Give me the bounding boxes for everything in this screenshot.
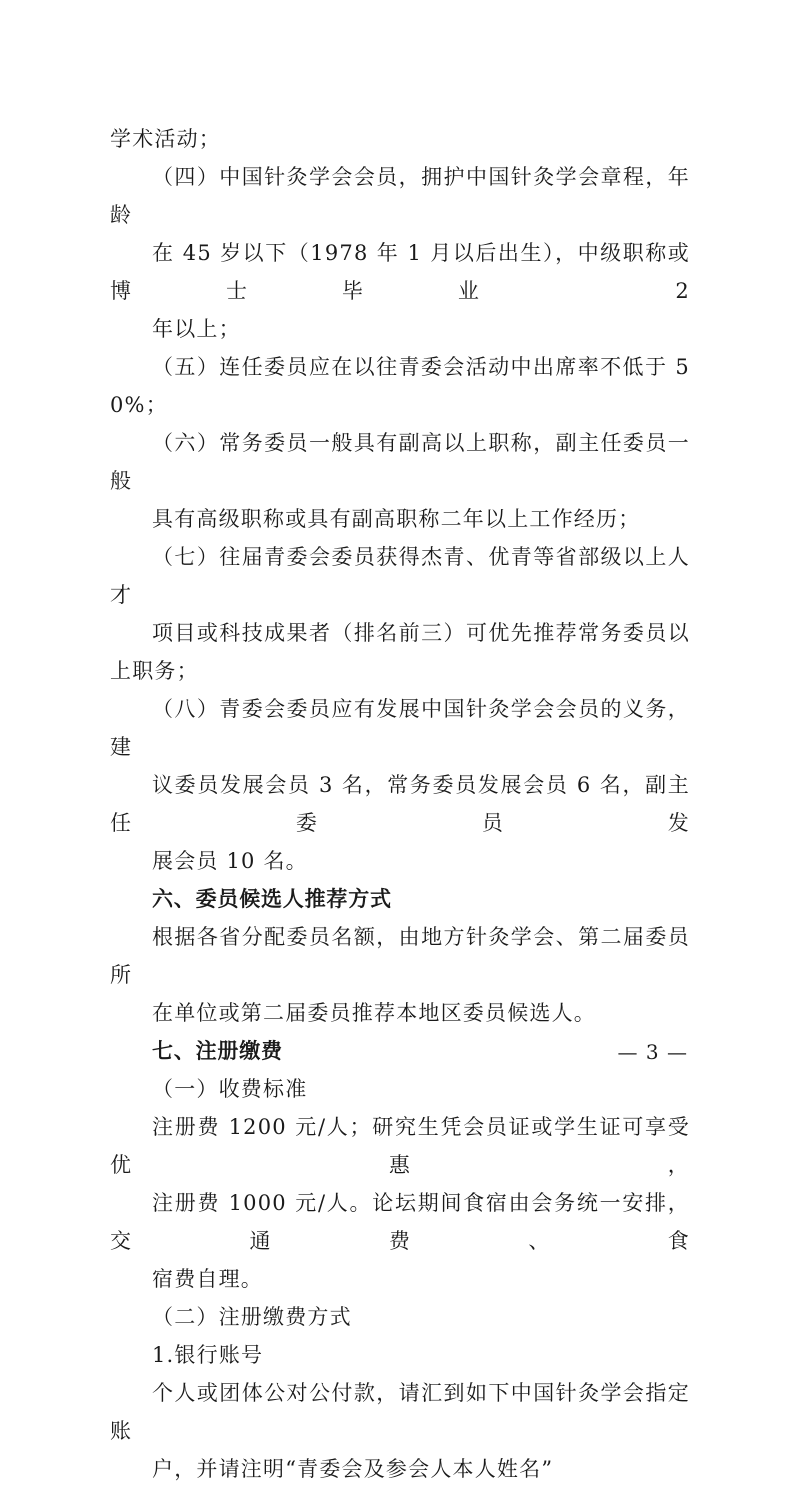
- paragraph: [110, 424, 690, 538]
- document-body: [110, 120, 690, 1488]
- text-line: 七、注册缴费: [152, 1039, 283, 1063]
- text-line: 具有高级职称或具有副高职称二年以上工作经历；: [152, 507, 641, 531]
- text-line: （二）注册缴费方式: [152, 1305, 352, 1329]
- text-line: 根据各省分配委员名额，由地方针灸学会、第二届委员所: [110, 925, 690, 987]
- text-line: 项目或科技成果者（排名前三）可优先推荐常务委员以上职务；: [110, 621, 690, 683]
- page-number: — 3 —: [617, 1040, 688, 1064]
- section-heading: [110, 880, 690, 918]
- paragraph: [110, 348, 690, 424]
- paragraph: [110, 1374, 690, 1488]
- paragraph: [110, 120, 690, 158]
- paragraph: [110, 918, 690, 1032]
- text-line: 展会员 10 名。: [152, 849, 308, 873]
- paragraph: [110, 538, 690, 690]
- text-line: 注册费 1200 元/人；研究生凭会员证或学生证可享受优惠，: [110, 1115, 690, 1177]
- text-line: 宿费自理。: [152, 1267, 263, 1291]
- paragraph: [110, 1108, 690, 1298]
- section-heading: [110, 1032, 690, 1070]
- text-line: （四）中国针灸学会会员，拥护中国针灸学会章程，年龄: [110, 165, 690, 227]
- text-line: 六、委员候选人推荐方式: [152, 887, 392, 911]
- text-line: 1.银行账号: [152, 1343, 264, 1367]
- paragraph: [110, 690, 690, 880]
- paragraph: [110, 1298, 690, 1336]
- paragraph: [110, 1070, 690, 1108]
- text-line: 年以上；: [152, 317, 241, 341]
- text-line: （六）常务委员一般具有副高以上职称，副主任委员一般: [110, 431, 690, 493]
- text-line: 在单位或第二届委员推荐本地区委员候选人。: [152, 1001, 596, 1025]
- text-line: （五）连任委员应在以往青委会活动中出席率不低于 50%；: [110, 355, 690, 417]
- text-line: （一）收费标准: [152, 1077, 308, 1101]
- text-line: 个人或团体公对公付款，请汇到如下中国针灸学会指定账: [110, 1381, 690, 1443]
- paragraph: [110, 1336, 690, 1374]
- paragraph: [110, 158, 690, 348]
- text-line: 在 45 岁以下（1978 年 1 月以后出生），中级职称或博士毕业 2: [110, 241, 690, 303]
- text-line: （八）青委会委员应有发展中国针灸学会会员的义务，建: [110, 697, 690, 759]
- text-line: 户，并请注明“青委会及参会人本人姓名”: [152, 1457, 554, 1481]
- text-line: 议委员发展会员 3 名，常务委员发展会员 6 名，副主任委员发: [110, 773, 690, 835]
- text-line: （七）往届青委会委员获得杰青、优青等省部级以上人才: [110, 545, 690, 607]
- text-line: 学术活动；: [110, 127, 221, 151]
- text-line: 注册费 1000 元/人。论坛期间食宿由会务统一安排，交通费、食: [110, 1191, 690, 1253]
